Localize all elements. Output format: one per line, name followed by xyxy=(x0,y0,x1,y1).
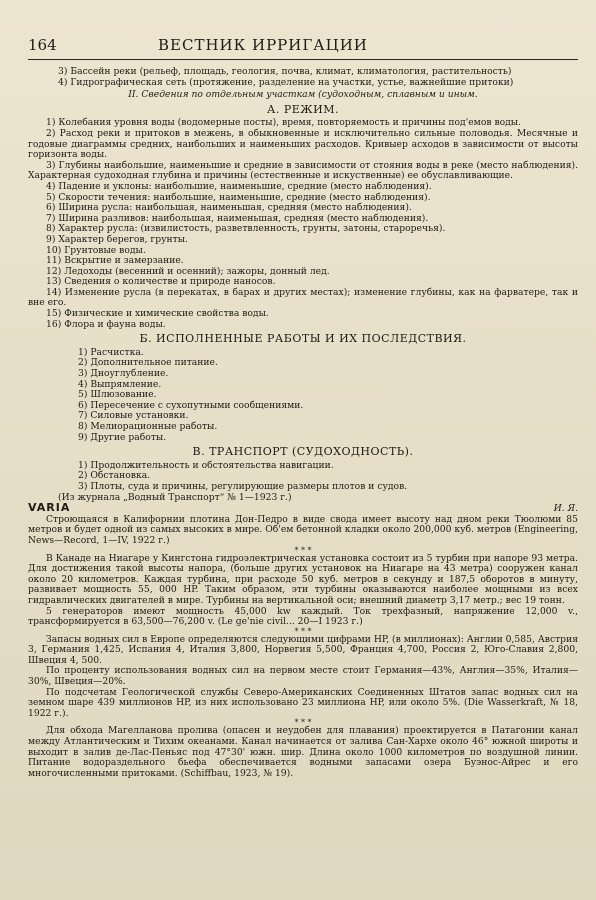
list-item: 7) Силовые установки. xyxy=(78,410,189,422)
list-item: 10) Грунтовые воды. xyxy=(46,244,146,256)
list-item: 3) Плоты, суда и причины, регулирующие размеры плотов и судов. xyxy=(78,480,408,492)
varia-header xyxy=(28,503,578,515)
list-item: 3) Бассейн реки (рельеф, площадь, геология, почва, климат, климатология, растительность) xyxy=(58,66,512,77)
list-item: 6) Пересечение с сухопутными сообщениями. xyxy=(78,399,304,411)
article-paragraph: Строющаяся в Калифорнии плотина Дон-Педро в виде свода имеет высоту над дном реки Тюолюми 85 метров и будет одной из самых высоких в мире. Об'ем бетонной кладки около 200,000 куб. метров (Engineering, News—Record, 1—IV, 1922 г.) xyxy=(28,513,578,546)
list-item: 14) Изменение русла (в перекатах, в барах и других местах); изменение глубины, как на фарватере, так и вне его. xyxy=(28,286,578,309)
source-note: (Из журнала „Водный Транспорт“ № 1—1923 г.) xyxy=(58,491,292,503)
varia-heading: VARIA xyxy=(28,501,71,515)
list-item: 4) Выпрямление. xyxy=(78,378,162,390)
journal-title: ВЕСТНИК ИРРИГАЦИИ xyxy=(158,36,368,54)
article-paragraph: Запасы водных сил в Европе определяются следующими цифрами HP, (в миллионах): Англии 0,585, Австрия 3, Германия 1,425, Испания 4, Италия 3,800, Норвегия 5,500, Франция 4,700, Россия 2, Юго-Славия 2,800, Швеция 4, 500. xyxy=(28,633,578,666)
list-item: 2) Дополнительное питание. xyxy=(78,357,218,369)
subtitle: II. Сведения по отдельным участкам (судоходным, сплавным и иным. xyxy=(128,89,478,101)
list-item: 13) Сведения о количестве и природе наносов. xyxy=(46,276,276,288)
list-item: 15) Физические и химические свойства воды. xyxy=(46,308,269,320)
separator: * * * xyxy=(294,718,312,728)
list-item: 6) Ширина русла: наибольшая, наименьшая, средняя (место наблюдения). xyxy=(46,202,412,214)
article-paragraph: 5 генераторов имеют мощность 45,000 kw каждый. Ток трехфазный, напряжение 12,000 v., трансформируется в 63,500—76,200 v. (Le ge'nie civil... 20—I 1923 г.) xyxy=(28,605,578,628)
section-a-title: А. РЕЖИМ. xyxy=(267,102,339,116)
article-paragraph: По подсчетам Геологической службы Северо-Американских Соединенных Штатов запас водных сил на земном шаре 439 миллионов HP, из них использовано 23 миллиона HP, или около 5%. (Die Wasserkraft, № 18, 1922 г.). xyxy=(28,686,578,719)
separator: * * * xyxy=(294,545,312,555)
list-item: 8) Мелиорационные работы. xyxy=(78,421,218,432)
signature: И. Я. xyxy=(553,503,578,515)
list-item: 7) Ширина разливов: наибольшая, наименьшая, средняя (место наблюдения). xyxy=(46,212,429,224)
list-item: 1) Продолжительность и обстоятельства навигации. xyxy=(78,459,334,471)
list-item: 4) Гидрографическая сеть (протяжение, разделение на участки, устье, важнейшие притоки) xyxy=(58,76,514,88)
article-paragraph: По проценту использования водных сил на первом месте стоит Германия—43%, Англия—35%, Италия—30%, Швеция—20%. xyxy=(28,665,578,688)
list-item: 2) Обстановка. xyxy=(78,470,151,482)
list-item: 3) Глубины наибольшие, наименьшие и средние в зависимости от стояния воды в реке (место наблюдения). Характерная судоходная глубина и причины (естественные и искуственные) ее обуславливающие. xyxy=(28,159,578,182)
article-paragraph: Для обхода Магелланова пролива (опасен и неудобен для плавания) проектируется в Патагонии канал между Атлантическим и Тихим океанами. Канал начинается от залива Сан-Хархе около 46° южной широты и выходит в залив де-Лас-Пеньяс под 47°30' южн. шир. Длина около 1000 километров по воздушной линии. Питание водораздельного бьефа обеспечивается водными запасами озера Буэнос-Айрес и его многочисленными притоками. (Schiffbau, 1923, № 19). xyxy=(28,725,578,779)
list-item: 16) Флора и фауна воды. xyxy=(46,318,166,330)
list-item: 3) Дноуглубление. xyxy=(78,368,169,380)
separator: * * * xyxy=(294,626,312,636)
section-v-title: В. ТРАНСПОРТ (СУДОХОДНОСТЬ). xyxy=(192,445,414,459)
list-item: 1) Колебания уровня воды (водомерные посты), время, повторяемость и причины под'емов воды. xyxy=(46,117,522,129)
list-item: 11) Вскрытие и замерзание. xyxy=(46,255,184,267)
list-item: 2) Расход реки и притоков в межень, в обыкновенные и исключительно сильные половодья. Месячные и годовые диаграммы средних, наибольших и наименьших расходов. Кривыер асходов в зависимости от высоты горизонта воды. xyxy=(28,127,578,161)
list-item: 12) Ледоходы (весенний и осенний); зажоры, донный лед. xyxy=(46,265,330,277)
list-item: 5) Шлюзование. xyxy=(78,389,157,401)
section-b-title: Б. ИСПОЛНЕННЫЕ РАБОТЫ И ИХ ПОСЛЕДСТВИЯ. xyxy=(139,332,467,346)
page-header xyxy=(28,36,578,60)
page-number: 164 xyxy=(28,36,57,54)
article-paragraph: В Канаде на Ниагаре у Кингстона гидроэлектрическая установка состоит из 5 турбин при напоре 93 метра. Для достижения такой высоты напора, (больше других установок на Ниагаре на 43 метра) сооружен канал около 20 километров. Каждая турбина, при расходе 50 куб. метров в секунду и 187,5 оборотов в минуту, развивает мощность 55, 000 HP. Таким образом, эти турбины оказываются наиболее мощными из всех гидравлических двигателей в мире. Турбины на вертикальной оси; внешний диаметр 3,17 метр.; вес 19 тонн. xyxy=(28,552,578,606)
list-item: 4) Падение и уклоны: наибольшие, наименьшие, средние (место наблюдения). xyxy=(46,180,432,192)
list-item: 8) Характер русла: (извилистость, разветвленность, грунты, затоны, староречья). xyxy=(46,223,446,235)
list-item: 5) Скорости течения: наибольшие, наименьшие, средние (место наблюдения). xyxy=(46,191,431,203)
list-item: 9) Другие работы. xyxy=(78,431,167,443)
list-item: 1) Расчистка. xyxy=(78,346,144,358)
list-item: 9) Характер берегов, грунты. xyxy=(46,233,188,245)
